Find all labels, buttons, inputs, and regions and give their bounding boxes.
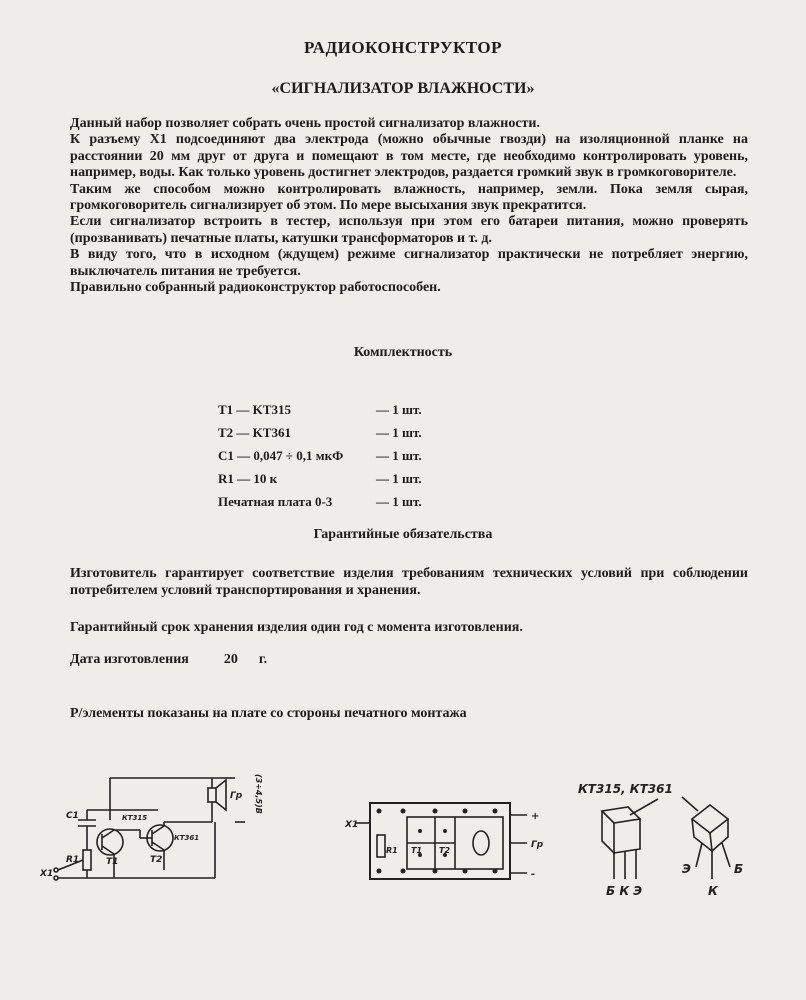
schematic-label-r1: R1 <box>66 855 80 865</box>
pcb-label-x1: X1 <box>345 820 359 830</box>
kit-item-qty: — 1 шт. <box>376 470 422 486</box>
kit-item <box>218 467 518 490</box>
kit-item-qty: — 1 шт. <box>376 493 422 509</box>
kit-item-name: R1 — 10 к <box>218 470 278 486</box>
pinout-left-pins: Б К Э <box>606 884 643 898</box>
warranty-text: Изготовитель гарантирует соответствие изделия требованиям технических условий при соблюдении потребителем условий транспортирования и хранения. <box>70 566 748 598</box>
schematic-label-t1-type: КТ315 <box>122 814 148 822</box>
pinout-title: КТ315, КТ361 <box>578 782 673 796</box>
pcb-label-t2: T2 <box>439 846 451 855</box>
kit-section-title: Комплектность <box>353 345 453 360</box>
schematic-label-t2-type: КТ361 <box>174 834 200 842</box>
description-paragraph: Правильно собранный радиоконструктор работоспособен. <box>70 280 441 296</box>
description-paragraph: Таким же способом можно контролировать влажность, например, земли. Пока земля сырая, громкоговоритель сигнализирует об этом. По мере высыхания звук прекратится. <box>70 181 748 214</box>
kit-item-qty: — 1 шт. <box>376 447 422 463</box>
date-suffix: г. <box>258 652 268 667</box>
description <box>70 116 748 296</box>
document-subtitle: «СИГНАЛИЗАТОР ВЛАЖНОСТИ» <box>271 80 535 97</box>
schematic-label-supply: (3÷4,5)В <box>254 774 263 814</box>
description-paragraph: Данный набор позволяет собрать очень простой сигнализатор влажности. <box>70 116 540 131</box>
pinout-right-pin-k: К <box>708 884 718 898</box>
kit-list <box>218 398 518 513</box>
kit-item-name: T1 — KT315 <box>218 401 291 417</box>
pinout-right-pin-e: Э <box>682 862 691 876</box>
manufacture-date <box>70 652 267 668</box>
pcb-label-plus: + <box>531 811 540 822</box>
description-paragraph: Если сигнализатор встроить в тестер, используя при этом его батареи питания, можно проверять (прозванивать) печатные платы, катушки трансформаторов и т. д. <box>70 214 748 246</box>
warranty-term: Гарантийный срок хранения изделия один год с момента изготовления. <box>70 620 523 635</box>
date-label: Дата изготовления <box>70 652 189 667</box>
kit-item <box>218 444 518 467</box>
pcb-label-minus: - <box>531 869 536 880</box>
date-year: 20 <box>223 652 238 667</box>
kit-item-name: C1 — 0,047 ÷ 0,1 мкФ <box>218 447 344 463</box>
kit-item-qty: — 1 шт. <box>376 424 422 440</box>
kit-item-name: Печатная плата 0-3 <box>218 493 333 509</box>
pinout-right-pin-b: Б <box>734 862 744 876</box>
schematic-label-speaker: Гр <box>230 791 243 801</box>
document-title: РАДИОКОНСТРУКТОР <box>303 38 503 57</box>
description-paragraph: К разъему X1 подсоединяют два электрода (можно обычные гвозди) на изоляционной планке на расстоянии 20 мм друг от друга и помещают в том месте, где необходимо контролировать уровень, например, воды. Как только уровень достигнет электродов, раздается громкий звук в громкоговорителе. <box>70 132 748 181</box>
schematic-diagram <box>40 760 280 900</box>
kit-item <box>218 398 518 421</box>
schematic-label-x1: X1 <box>40 869 54 879</box>
pcb-label-t1: T1 <box>411 846 423 855</box>
schematic-label-c1: C1 <box>66 811 79 821</box>
warranty-section-title: Гарантийные обязательства <box>313 527 493 542</box>
kit-item-name: T2 — KT361 <box>218 424 291 440</box>
pinout-diagram <box>570 775 770 905</box>
pcb-label-speaker: Гр <box>531 840 544 850</box>
schematic-label-t2: T2 <box>150 855 163 865</box>
kit-item <box>218 421 518 444</box>
pcb-diagram <box>345 795 545 890</box>
schematic-label-t1: T1 <box>106 857 119 867</box>
pcb-label-r1: R1 <box>386 846 398 855</box>
kit-item <box>218 490 518 513</box>
board-note: Р/элементы показаны на плате со стороны печатного монтажа <box>70 706 467 721</box>
description-paragraph: В виду того, что в исходном (ждущем) режиме сигнализатор практически не потребляет энергию, выключатель питания не требуется. <box>70 247 748 279</box>
kit-item-qty: — 1 шт. <box>376 401 422 417</box>
